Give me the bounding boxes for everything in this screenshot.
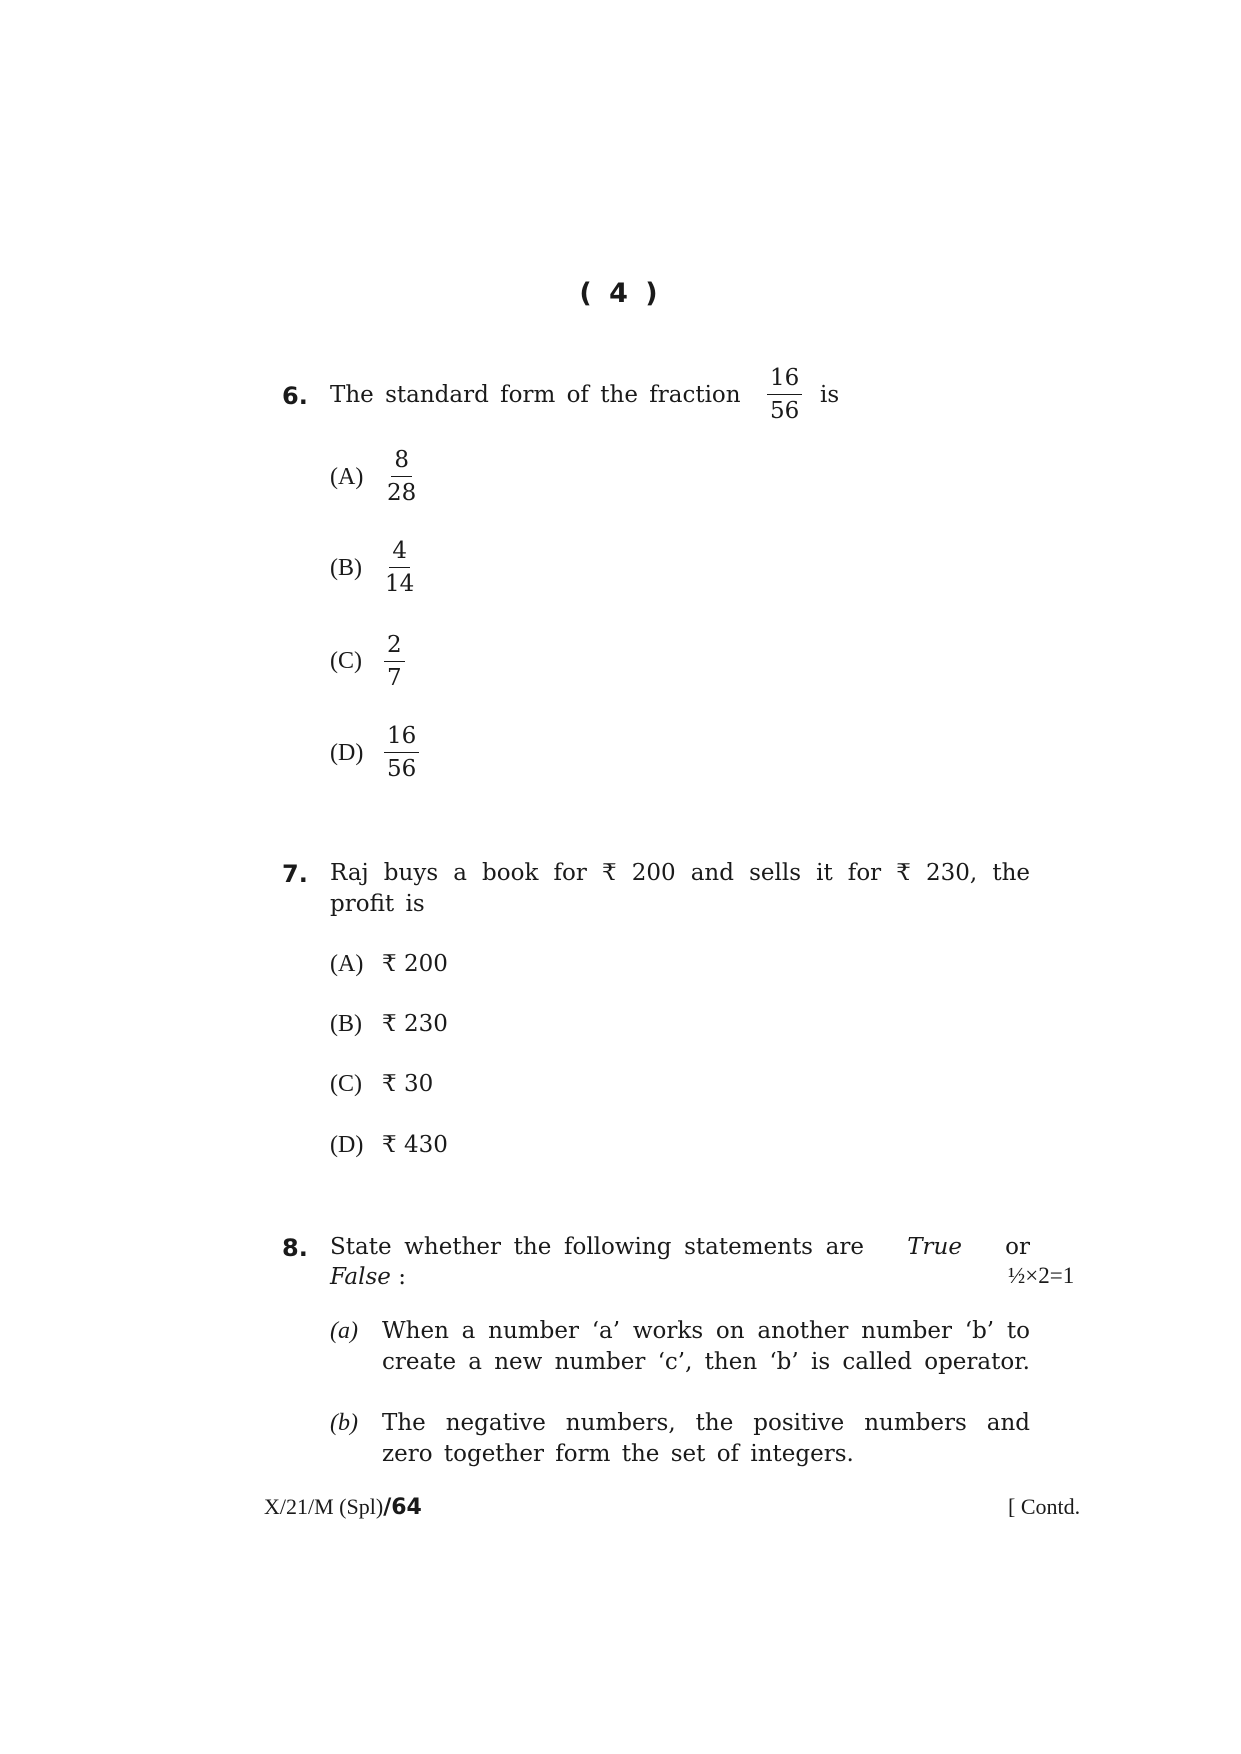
q6-option-d-fraction[interactable] [384,722,419,783]
q7-option-d-value[interactable]: ₹ 430 [382,1132,448,1158]
q8-part-a-line-1: When a number ‘a’ works on another number ‘b’ to [382,1318,1030,1344]
question-6-text: The standard form of the fraction [330,382,741,408]
paper-code-text: X/21/M (Spl) [264,1494,384,1519]
q6-option-c-fraction[interactable] [384,631,405,692]
question-8-text [330,1232,864,1263]
fraction-denominator: 14 [385,571,415,597]
q6-option-d-label[interactable]: (D) [330,740,364,766]
page-number: ( 4 ) [579,278,662,309]
q7-option-b-value[interactable]: ₹ 230 [382,1011,448,1037]
word: statements [684,1234,813,1260]
q7-option-c-value[interactable]: ₹ 30 [382,1071,434,1097]
q8-part-b-label: (b) [330,1410,358,1436]
q6-option-b-fraction[interactable] [382,537,417,598]
word: are [825,1234,864,1260]
fraction-numerator: 4 [389,537,410,568]
question-6-number: 6. [282,382,308,410]
question-7-number: 7. [282,860,308,888]
word: State [330,1234,392,1260]
paper-code [264,1494,422,1520]
or-word: or [1005,1234,1030,1260]
q6-option-c-label[interactable]: (C) [330,648,362,674]
question-7-line-1: Raj buys a book for ₹ 200 and sells it for ₹ 230, the [330,860,1030,886]
false-word: False [330,1264,391,1290]
q7-option-a-value[interactable]: ₹ 200 [382,951,448,977]
question-6-fraction [767,364,802,425]
fraction-numerator: 16 [384,722,419,753]
q6-option-b-label[interactable]: (B) [330,555,362,581]
q8-part-a-label: (a) [330,1318,358,1344]
q6-option-a-label[interactable]: (A) [330,464,364,490]
q8-part-b-line-2: zero together form the set of integers. [382,1441,854,1467]
q7-option-d-label[interactable]: (D) [330,1132,364,1158]
fraction-numerator: 8 [391,446,412,477]
marks-allocation: ½×2=1 [1008,1263,1075,1288]
word: the [513,1234,552,1260]
q6-option-a-fraction[interactable] [384,446,419,507]
fraction-denominator: 56 [770,398,800,424]
contd-marker: [ Contd. [1008,1494,1081,1519]
fraction-denominator: 28 [387,480,417,506]
question-6-suffix: is [820,382,840,408]
q8-part-b-line-1: The negative numbers, the positive numbers and [382,1410,1030,1436]
question-8-line-1 [330,1232,1030,1263]
q7-option-a-label[interactable]: (A) [330,951,364,977]
fraction-denominator: 7 [387,665,402,691]
fraction-numerator: 2 [384,631,405,662]
question-8-line-2 [330,1262,406,1293]
true-word: True [907,1234,962,1260]
question-8-number: 8. [282,1234,308,1262]
q7-option-b-label[interactable]: (B) [330,1011,362,1037]
q7-option-c-label[interactable]: (C) [330,1071,362,1097]
word: whether [404,1234,501,1260]
word: following [563,1234,672,1260]
fraction-numerator: 16 [767,364,802,395]
question-7-line-2: profit is [330,891,425,917]
paper-code-bold: /64 [383,1495,422,1520]
fraction-denominator: 56 [387,756,417,782]
colon: : [390,1264,406,1290]
q8-part-a-line-2: create a new number ‘c’, then ‘b’ is called operator. [382,1349,1030,1375]
